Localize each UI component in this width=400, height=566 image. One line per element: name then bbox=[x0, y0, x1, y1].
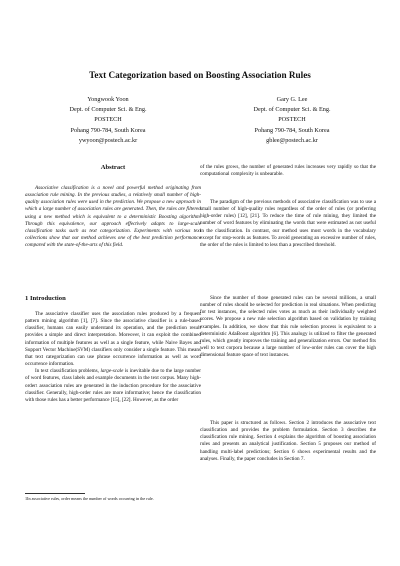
intro-column bbox=[25, 311, 201, 404]
intro-paragraph-1: The associative classifier uses the association rules produced by a frequent pattern mining algorithm [1], [7]. Since the associative classifier is a rule-based classifier, humans can easily understand its operation, and the prediction result provides a simple and direct interpretation. Moreover, it can exploit the combined information of multiple features as well as a single feature, while Naive Bayes and Support Vector Machine(SVM) classifiers only consider a single feature. This means that text categorization can use phrase occurrence information as well as word occurrence information. bbox=[25, 311, 201, 368]
author-name: Yongwook Yoon bbox=[87, 96, 129, 103]
abstract-heading: Abstract bbox=[100, 164, 126, 171]
abstract-body bbox=[25, 185, 201, 249]
intro-p2-end: association rules are generated in the induction procedure for the associative classifier. Generally, high-order rules are more informative; hence the classification with those rules has a better performance [15], [22]. However, as the order bbox=[25, 382, 201, 403]
author-email: ywyoon@postech.ac.kr bbox=[78, 136, 138, 144]
right-paragraph-4: This paper is structured as follows. Section 2 introduces the associative text classification and provides the problem formulation. Section 3 describes the classification rule mining. Section 4 explains the algorithm of boosting association rules and presents an analytical justification. Section 5 proposes our method of handling multi-label predictions; Section 6 shows experimental results and the analyses. Finally, the paper concludes in Section 7. bbox=[200, 420, 376, 462]
right-paragraph-3: Since the number of those generated rules can be several millions, a small number of rules should be selected for prediction in real situations. When predicting for test instances, the selected rules votes as much as their individually weighted scores. We propose a new rule selection algorithm based on validation by training examples. In addition, we show that this rule selection process is equivalent to a deterministic AdaBoost algorithm [6]. This analogy is utilized to filter the generated rules, which greatly improves the training and generalization errors. Our method fits well to text corpora because a large number of low-order rules can cover the high dimensional feature space of text instances. bbox=[200, 295, 376, 359]
abstract-text: Associative classification is a novel and powerful method originating from association rule mining. In the previous studies, a relatively small number of high-quality association rules were used in the prediction. We propose a new approach in which a large number of association rules are generated. Then, the rules are filtered using a new method which is equivalent to a deterministic Boosting algorithm. Through this equivalence, our approach effectively adapts to large-scale classification tasks such as text categorization. Experiments with various text collections show that our method achieves one of the best prediction performance compared with the state-of-the-arts of this field. bbox=[25, 185, 201, 249]
right-column-top bbox=[200, 164, 376, 178]
intro-p2-emphasis: large-scale bbox=[100, 368, 124, 375]
author-name: Gary G. Lee bbox=[276, 96, 308, 103]
section-heading-introduction: 1 Introduction bbox=[25, 295, 66, 302]
footnote-marker: 1 bbox=[35, 383, 38, 388]
right-column-structure bbox=[200, 420, 376, 463]
author-institution: POSTECH bbox=[278, 116, 306, 124]
right-column-paradigm bbox=[200, 199, 376, 249]
author-block-2 bbox=[202, 95, 382, 146]
author-email: gblee@postech.ac.kr bbox=[266, 136, 318, 144]
author-address: Pohang 790-784, South Korea bbox=[254, 126, 330, 134]
author-dept: Dept. of Computer Sci. & Eng. bbox=[253, 106, 331, 114]
author-block-1 bbox=[18, 95, 198, 146]
right-paragraph-2: The paradigm of the previous methods of associative classification was to use a small number of high-quality rules regardless of the order of rules (or preferring high-order rules) [12], [21]. To reduce the time of rule mining, they limited the number of word features by eliminating the words that were estimated as not useful in the classification. In contrast, our method uses most words in the vocabulary except for stop-words as features. To avoid generating an excessive number of rules, the order of the rules is limited to less than a prescribed threshold. bbox=[200, 199, 376, 248]
paper-title: Text Categorization based on Boosting Association Rules bbox=[89, 70, 311, 80]
intro-paragraph-2 bbox=[25, 368, 201, 404]
author-dept: Dept. of Computer Sci. & Eng. bbox=[69, 106, 147, 114]
author-address: Pohang 790-784, South Korea bbox=[70, 126, 146, 134]
intro-p2-start: In text classification problems, bbox=[35, 368, 101, 375]
intro-p2-middle: is inevitable due to the large number of word features, class labels and example documents in the text corpus. Many high-order bbox=[25, 368, 201, 389]
author-institution: POSTECH bbox=[94, 116, 122, 124]
right-column-rules bbox=[200, 295, 376, 359]
footnote: 1In associative rules, order means the number of words occurring in the rule. bbox=[25, 496, 154, 501]
right-paragraph-1: of the rules grows, the number of generated rules increases very rapidly so that the computational complexity is unbearable. bbox=[200, 164, 376, 178]
footnote-divider bbox=[25, 493, 85, 494]
